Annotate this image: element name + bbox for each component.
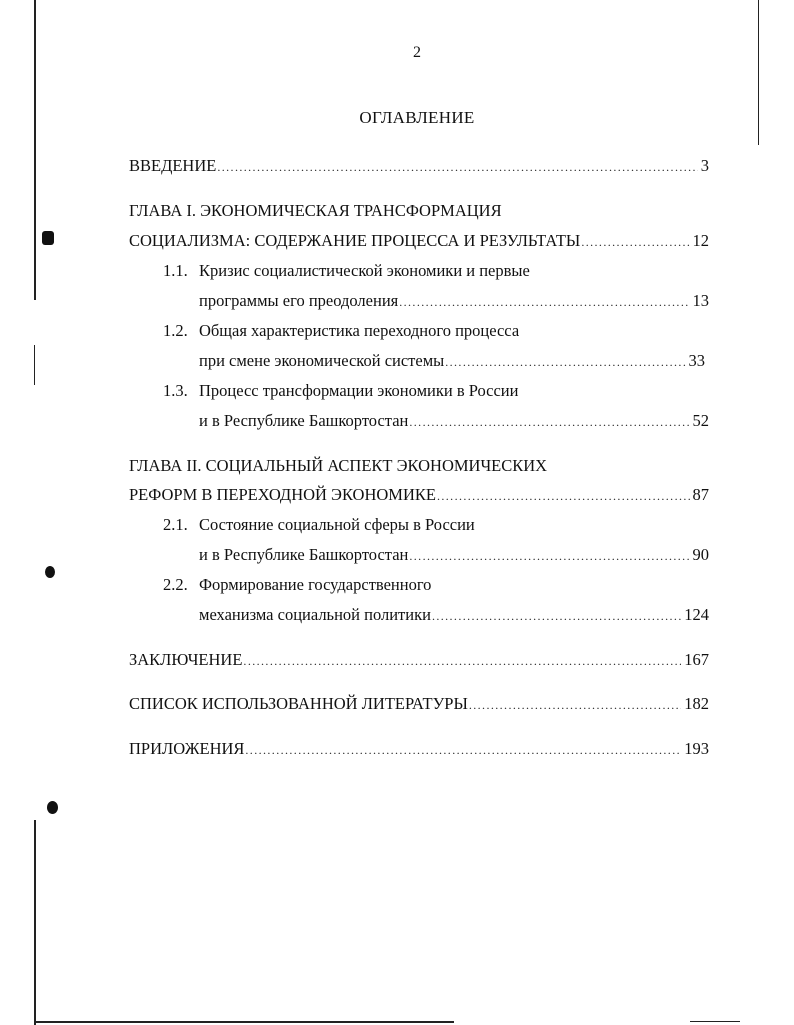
section-title-line: механизма социальной политики [199,605,431,624]
toc-entry-references[interactable] [129,693,709,715]
toc-entry-conclusion[interactable] [129,649,709,671]
section-title-line: Формирование государственного [199,575,432,594]
section-number: 2.1. [163,515,188,534]
dot-leader [437,485,690,507]
toc-entry-label: ПРИЛОЖЕНИЯ [129,739,245,758]
toc-entry-section-1-3[interactable] [199,410,709,432]
chapter-title-line: СОЦИАЛИЗМА: СОДЕРЖАНИЕ ПРОЦЕССА И РЕЗУЛЬТАТЫ [129,231,581,250]
toc-entry-introduction[interactable] [129,155,709,177]
toc-entry-page: 90 [692,545,709,564]
dot-leader [399,291,689,313]
dot-leader [409,545,689,567]
section-title-line: и в Республике Башкортостан [199,411,409,430]
toc-entry-page: 167 [684,650,709,669]
dot-leader [217,156,697,178]
chapter-title-line: ГЛАВА II. СОЦИАЛЬНЫЙ АСПЕКТ ЭКОНОМИЧЕСКИХ [129,456,548,475]
section-title-line: Процесс трансформации экономики в России [199,381,519,400]
toc-chapter-heading [129,455,709,477]
toc-entry-label: ЗАКЛЮЧЕНИЕ [129,650,243,669]
section-title-line: программы его преодоления [199,291,399,310]
section-title-line: Общая характеристика переходного процесса [199,321,520,340]
chapter-title-line: ГЛАВА I. ЭКОНОМИЧЕСКАЯ ТРАНСФОРМАЦИЯ [129,201,502,220]
toc-entry-chapter-1[interactable] [129,230,709,252]
toc-chapter-heading [129,200,709,222]
dot-leader [409,411,689,433]
toc-entry-section-1-1[interactable] [199,290,709,312]
toc-entry-section-2-1[interactable] [199,544,709,566]
toc-entry-page: 13 [692,291,709,310]
dot-leader [245,739,681,761]
toc-section-heading [163,574,709,596]
toc-entry-chapter-2[interactable] [129,484,709,506]
toc-entry-label: СПИСОК ИСПОЛЬЗОВАННОЙ ЛИТЕРАТУРЫ [129,694,468,713]
section-title-line: при смене экономической системы [199,351,445,370]
section-number: 1.2. [163,321,188,340]
dot-leader [469,694,681,716]
section-number: 1.3. [163,381,188,400]
toc-section-heading [163,380,709,402]
page-number: 2 [413,44,421,61]
toc-entry-page: 182 [684,694,709,713]
toc-entry-page: 12 [692,231,709,250]
chapter-title-line: РЕФОРМ В ПЕРЕХОДНОЙ ЭКОНОМИКЕ [129,485,436,504]
toc-entry-page: 124 [684,605,709,624]
dot-leader [432,605,681,627]
section-title-line: Кризис социалистической экономики и первые [199,261,530,280]
toc-entry-page: 87 [692,485,709,504]
toc-entry-page: 3 [700,156,709,175]
dot-leader [243,650,681,672]
toc-entry-section-2-2[interactable] [199,604,709,626]
toc-entry-page: 193 [684,739,709,758]
section-number: 1.1. [163,261,188,280]
toc-entry-page: 33 [688,351,705,370]
dot-leader [445,351,685,373]
toc-title: ОГЛАВЛЕНИЕ [359,108,475,127]
dot-leader [581,231,689,253]
section-title-line: Состояние социальной сферы в России [199,515,475,534]
toc-entry-label: ВВЕДЕНИЕ [129,156,217,175]
toc-entry-section-1-2[interactable] [199,350,705,372]
toc-entry-appendices[interactable] [129,738,709,760]
toc-entry-page: 52 [692,411,709,430]
section-title-line: и в Республике Башкортостан [199,545,409,564]
toc-section-heading [163,514,709,536]
toc-section-heading [163,320,709,342]
toc-section-heading [163,260,709,282]
section-number: 2.2. [163,575,188,594]
